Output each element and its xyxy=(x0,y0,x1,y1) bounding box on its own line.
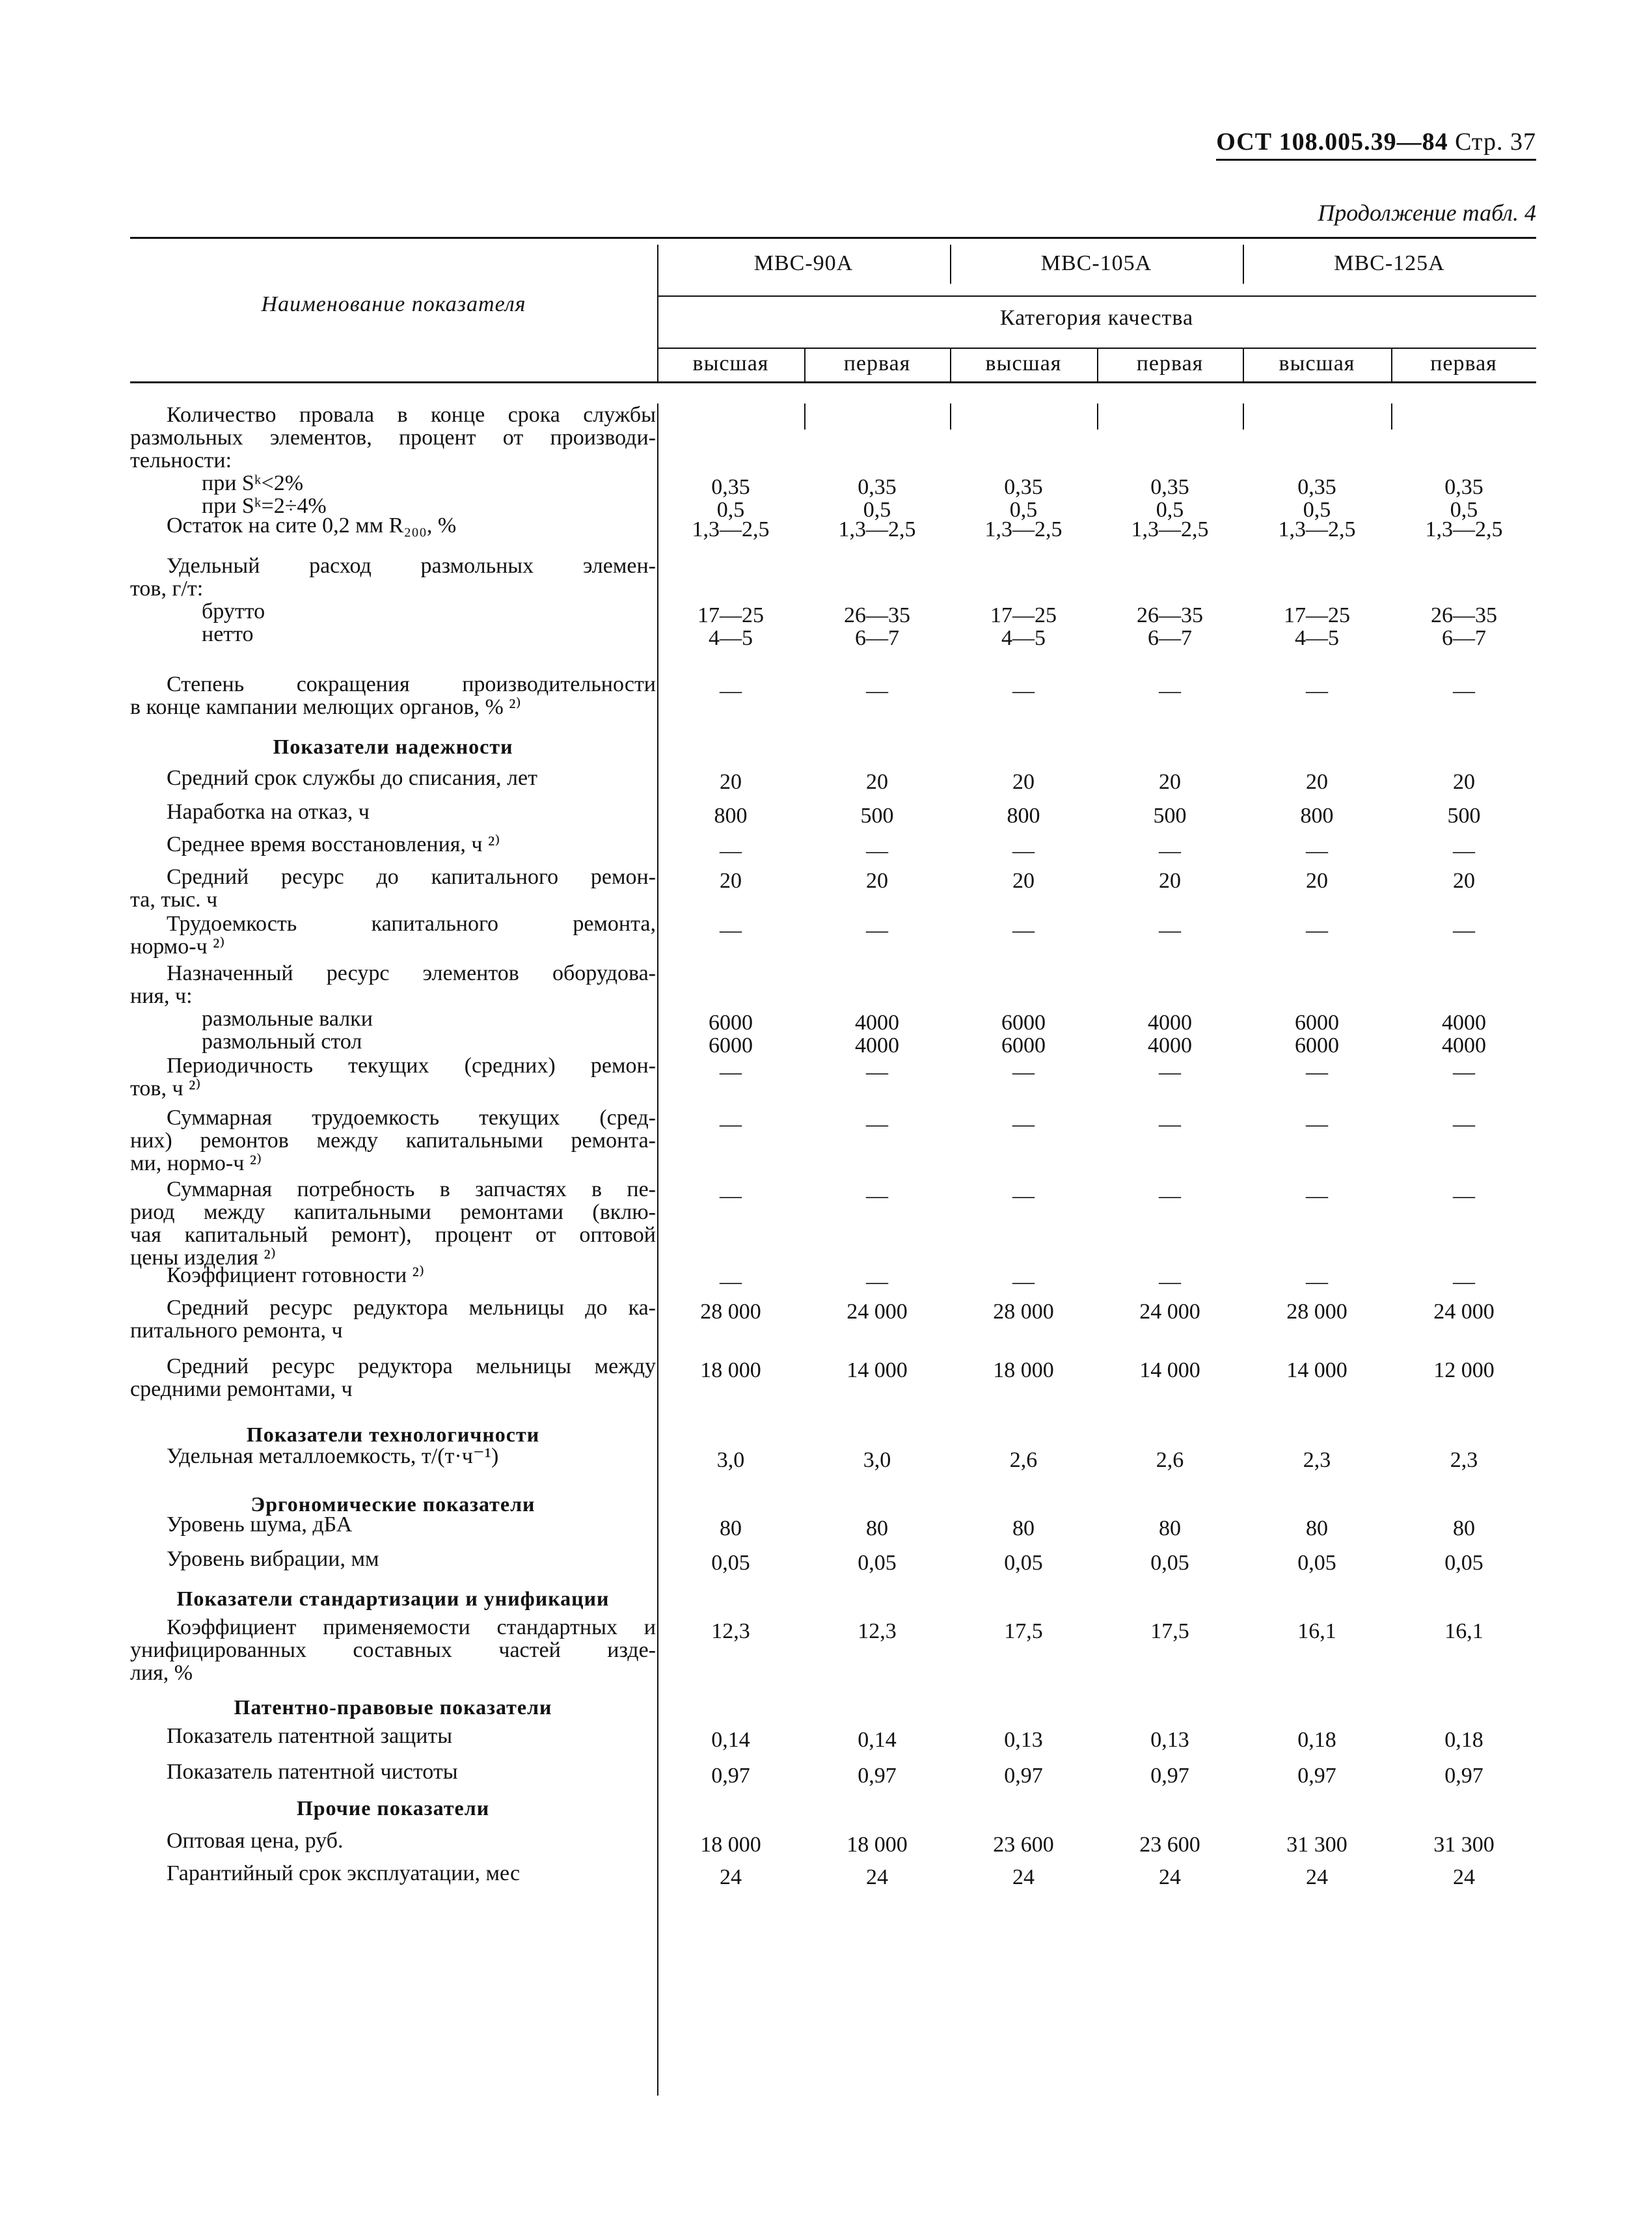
indicator-name-line: Количество провала в конце срока службы xyxy=(167,403,656,427)
indicator-name xyxy=(130,1445,656,1468)
table-cell-value: — xyxy=(1453,1270,1475,1294)
table-cell-value: 80 xyxy=(866,1516,888,1540)
category-header: Категория качества xyxy=(999,306,1194,330)
table-cell-value: 4000 xyxy=(1148,1011,1192,1035)
indicator-name-line: Степень сокращения производительности xyxy=(167,672,656,696)
table-cell-value: — xyxy=(720,1270,742,1294)
table-cell-value: 4—5 xyxy=(709,626,753,650)
table-cell-value: 6—7 xyxy=(1148,626,1192,650)
table-cell-value: — xyxy=(1306,1060,1328,1084)
table-cell-value: 0,05 xyxy=(1150,1551,1189,1575)
table-cell-value: 26—35 xyxy=(844,603,910,627)
table-cell-value: 23 600 xyxy=(1139,1833,1200,1857)
page-number: Стр. 37 xyxy=(1455,128,1536,156)
table-cell-value: 20 xyxy=(1159,770,1181,794)
table-cell-value: 80 xyxy=(1306,1516,1328,1540)
table-cell-value: — xyxy=(720,839,742,863)
indicator-name-line: питального ремонта, ч xyxy=(130,1319,343,1343)
table-cell-value: — xyxy=(1453,918,1475,942)
grade-header: высшая xyxy=(985,351,1062,376)
indicator-name-line: ми, нормо-ч ²⁾ xyxy=(130,1151,262,1175)
grade-header: первая xyxy=(1136,351,1204,376)
table-cell-value: 0,5 xyxy=(716,498,745,522)
table-cell-value: 23 600 xyxy=(993,1833,1054,1857)
indicator-name-line: средними ремонтами, ч xyxy=(130,1377,353,1401)
indicator-name xyxy=(130,912,656,958)
table-cell-value: 20 xyxy=(720,770,742,794)
table-cell-value: 0,05 xyxy=(711,1551,750,1575)
indicator-name-line: в конце кампании мелющих органов, % ²⁾ xyxy=(130,695,521,719)
table-cell-value: 26—35 xyxy=(1137,603,1203,627)
indicator-name-line: Периодичность текущих (средних) ремон- xyxy=(167,1054,656,1078)
table-cell-value: 18 000 xyxy=(700,1833,761,1857)
indicator-name-line: Показатель патентной защиты xyxy=(167,1724,453,1748)
table-cell-value: 0,35 xyxy=(1444,475,1483,499)
table-cell-value: 12,3 xyxy=(711,1619,750,1643)
column-separator xyxy=(950,403,951,430)
table-cell-value: 1,3—2,5 xyxy=(1425,517,1503,541)
model-header-3: МВС-125А xyxy=(1334,251,1445,275)
table-cell-value: — xyxy=(720,918,742,942)
indicator-name xyxy=(130,767,656,789)
table-cell-value: 0,97 xyxy=(858,1764,897,1788)
table-cell-value: 24 000 xyxy=(1139,1300,1200,1324)
table-cell-value: 0,5 xyxy=(1156,498,1184,522)
table-cell-value: 0,35 xyxy=(858,475,897,499)
indicator-name-line: Оптовая цена, руб. xyxy=(167,1829,344,1853)
indicator-name-line: Коэффициент применяемости стандартных и xyxy=(167,1615,656,1639)
indicator-name-line: Назначенный ресурс элементов оборудова- xyxy=(167,961,656,985)
indicator-name-line: Средний срок службы до списания, лет xyxy=(167,766,537,790)
table-cell-value: — xyxy=(720,679,742,703)
section-heading: Прочие показатели xyxy=(296,1796,490,1820)
table-cell-value: — xyxy=(866,679,888,703)
indicator-name-line: тов, ч ²⁾ xyxy=(130,1076,201,1101)
table-cell-value: 0,14 xyxy=(711,1728,750,1752)
table-cell-value: 80 xyxy=(1012,1516,1035,1540)
indicator-name-line: Суммарная потребность в запчастях в пе- xyxy=(167,1177,656,1201)
table-cell-value: 2,3 xyxy=(1303,1448,1331,1472)
table-cell-value: 14 000 xyxy=(1286,1358,1347,1382)
table-cell-value: 6000 xyxy=(1001,1033,1046,1058)
table-cell-value: 0,05 xyxy=(858,1551,897,1575)
table-cell-value: 4000 xyxy=(1442,1033,1486,1058)
section-heading: Показатели надежности xyxy=(273,735,513,758)
section-heading: Показатели технологичности xyxy=(246,1423,540,1446)
table-cell-value: — xyxy=(866,918,888,942)
table-cell-value: 1,3—2,5 xyxy=(692,517,770,541)
grade-header: высшая xyxy=(692,351,769,376)
indicator-name xyxy=(130,1616,656,1684)
table-cell-value: 0,18 xyxy=(1297,1728,1336,1752)
indicator-name-line: размольных элементов, процент от производи- xyxy=(130,426,656,450)
table-cell-value: 800 xyxy=(714,804,748,828)
table-cell-value: 0,5 xyxy=(1303,498,1331,522)
table-cell-value: — xyxy=(1012,839,1035,863)
table-cell-value: 80 xyxy=(1453,1516,1475,1540)
table-cell-value: 6000 xyxy=(1295,1033,1339,1058)
table-cell-value: 18 000 xyxy=(846,1833,908,1857)
page-header xyxy=(1216,128,1536,161)
table-cell-value: 24 000 xyxy=(846,1300,908,1324)
indicator-name-line: унифицированных составных частей изде- xyxy=(130,1638,656,1662)
table-cell-value: 0,97 xyxy=(1004,1764,1043,1788)
table-cell-value: — xyxy=(1159,918,1181,942)
table-cell-value: 20 xyxy=(1012,770,1035,794)
table-cell-value: 18 000 xyxy=(700,1358,761,1382)
table-cell-value: 17—25 xyxy=(990,603,1057,627)
indicator-name-line: Удельная металлоемкость, т/(т·ч⁻¹) xyxy=(167,1444,499,1468)
table-cell-value: 24 xyxy=(1453,1865,1475,1889)
table-cell-value: — xyxy=(1306,918,1328,942)
table-cell-value: 20 xyxy=(866,770,888,794)
table-cell-value: 4—5 xyxy=(1295,626,1339,650)
table-cell-value: — xyxy=(720,1184,742,1208)
table-cell-value: — xyxy=(720,1060,742,1084)
continuation-caption: Продолжение табл. 4 xyxy=(1318,200,1536,226)
table-cell-value: 6000 xyxy=(709,1011,753,1035)
table-cell-value: 0,35 xyxy=(1004,475,1043,499)
table-cell-value: 1,3—2,5 xyxy=(984,517,1063,541)
table-cell-value: 4000 xyxy=(855,1011,899,1035)
table-cell-value: — xyxy=(1306,679,1328,703)
table-cell-value: 6—7 xyxy=(1442,626,1486,650)
indicator-sub-item: размольные валки xyxy=(202,1007,373,1031)
table-cell-value: 16,1 xyxy=(1444,1619,1483,1643)
table-cell-value: 20 xyxy=(1453,770,1475,794)
table-cell-value: 12,3 xyxy=(858,1619,897,1643)
indicator-name-line: риод между капитальными ремонтами (вклю- xyxy=(130,1200,656,1224)
table-cell-value: — xyxy=(1012,1270,1035,1294)
indicator-name xyxy=(130,1054,656,1100)
indicator-name xyxy=(130,1355,656,1401)
indicator-name-line: Удельный расход размольных элемен- xyxy=(167,554,656,578)
table-cell-value: 14 000 xyxy=(846,1358,908,1382)
table-cell-value: 6—7 xyxy=(855,626,899,650)
table-cell-value: 500 xyxy=(1447,804,1481,828)
indicator-name-line: Коэффициент готовности ²⁾ xyxy=(167,1263,425,1287)
table-cell-value: 0,35 xyxy=(1297,475,1336,499)
table-cell-value: — xyxy=(866,1184,888,1208)
table-cell-value: 0,97 xyxy=(1150,1764,1189,1788)
table-cell-value: 0,35 xyxy=(1150,475,1189,499)
table-cell-value: 20 xyxy=(1012,869,1035,893)
table-cell-value: 24 xyxy=(866,1865,888,1889)
indicator-name-line: Наработка на отказ, ч xyxy=(167,800,370,824)
table-cell-value: — xyxy=(1012,679,1035,703)
table-cell-value: — xyxy=(1306,839,1328,863)
table-cell-value: 0,13 xyxy=(1150,1728,1189,1752)
indicator-name-line: тельности: xyxy=(130,448,232,472)
table-cell-value: 6000 xyxy=(1001,1011,1046,1035)
table-cell-value: 1,3—2,5 xyxy=(1131,517,1209,541)
indicator-name xyxy=(130,673,656,718)
model-header-1: МВС-90А xyxy=(753,251,854,275)
grade-header: высшая xyxy=(1279,351,1355,376)
table-cell-value: — xyxy=(1012,1060,1035,1084)
table-cell-value: — xyxy=(1306,1270,1328,1294)
indicator-name xyxy=(130,800,656,823)
table-cell-value: 28 000 xyxy=(1286,1300,1347,1324)
table-cell-value: 6000 xyxy=(709,1033,753,1058)
column-separator xyxy=(1391,403,1392,430)
table-cell-value: 17,5 xyxy=(1150,1619,1189,1643)
table-cell-value: 0,5 xyxy=(863,498,891,522)
table-cell-value: 80 xyxy=(1159,1516,1181,1540)
table-cell-value: 28 000 xyxy=(993,1300,1054,1324)
table-cell-value: — xyxy=(1159,1184,1181,1208)
column-separator xyxy=(1097,403,1098,430)
indicator-name xyxy=(130,1829,656,1852)
table-cell-value: 24 xyxy=(1306,1865,1328,1889)
indicator-name-line: Средний ресурс до капитального ремон- xyxy=(167,865,656,889)
table-cell-value: 0,5 xyxy=(1450,498,1478,522)
indicator-name-line: лия, % xyxy=(130,1661,193,1685)
table-cell-value: 17,5 xyxy=(1004,1619,1043,1643)
name-column-header: Наименование показателя xyxy=(261,292,526,316)
table-cell-value: 2,6 xyxy=(1156,1448,1184,1472)
table-cell-value: 0,97 xyxy=(711,1764,750,1788)
table-cell-value: 26—35 xyxy=(1431,603,1497,627)
indicator-name-line: Гарантийный срок эксплуатации, мес xyxy=(167,1861,521,1885)
table-cell-value: — xyxy=(720,1112,742,1136)
indicator-name-line: Показатель патентной чистоты xyxy=(167,1760,458,1784)
section-heading: Показатели стандартизации и унификации xyxy=(176,1587,610,1610)
table-cell-value: 0,5 xyxy=(1009,498,1038,522)
table-cell-value: 20 xyxy=(1159,869,1181,893)
indicator-name xyxy=(130,962,656,1053)
table-cell-value: 3,0 xyxy=(716,1448,745,1472)
table-cell-value: 18 000 xyxy=(993,1358,1054,1382)
table-cell-value: — xyxy=(1453,1184,1475,1208)
table-cell-value: 20 xyxy=(1306,770,1328,794)
indicator-name xyxy=(130,866,656,911)
indicator-sub-item: брутто xyxy=(202,599,265,623)
table-cell-value: 800 xyxy=(1007,804,1040,828)
table-cell-value: — xyxy=(1453,1060,1475,1084)
indicator-name-line: Средний ресурс редуктора мельницы между xyxy=(167,1354,656,1378)
table-cell-value: — xyxy=(1159,1270,1181,1294)
table-cell-value: 0,05 xyxy=(1004,1551,1043,1575)
indicator-name-line: Трудоемкость капитального ремонта, xyxy=(167,912,656,936)
indicator-name xyxy=(130,403,656,517)
table-cell-value: 0,14 xyxy=(858,1728,897,1752)
table-cell-value: 0,97 xyxy=(1297,1764,1336,1788)
indicator-name xyxy=(130,1513,656,1536)
table-cell-value: 4—5 xyxy=(1001,626,1046,650)
table-cell-value: 17—25 xyxy=(1284,603,1350,627)
table-cell-value: — xyxy=(1012,1184,1035,1208)
indicator-name-line: Уровень шума, дБА xyxy=(167,1512,353,1537)
table-cell-value: 24 xyxy=(720,1865,742,1889)
table-cell-value: — xyxy=(1159,1112,1181,1136)
table-cell-value: 31 300 xyxy=(1433,1833,1495,1857)
table-cell-value: 20 xyxy=(1453,869,1475,893)
indicator-name xyxy=(130,1725,656,1747)
table-cell-value: 4000 xyxy=(1148,1033,1192,1058)
indicator-name-line: Уровень вибрации, мм xyxy=(167,1547,379,1571)
indicator-name-line: цены изделия ²⁾ xyxy=(130,1246,277,1270)
table-cell-value: 3,0 xyxy=(863,1448,891,1472)
table-cell-value: — xyxy=(1159,839,1181,863)
model-header-2: МВС-105А xyxy=(1040,251,1152,275)
table-cell-value: 0,05 xyxy=(1297,1551,1336,1575)
table-cell-value: — xyxy=(1453,679,1475,703)
table-cell-value: 20 xyxy=(720,869,742,893)
indicator-name xyxy=(130,1264,656,1287)
indicator-name-line: Остаток на сите 0,2 мм R₂₀₀, % xyxy=(167,513,457,538)
indicator-name xyxy=(130,554,656,646)
indicator-name xyxy=(130,1296,656,1342)
indicator-name-line: чая капитальный ремонт), процент от оптовой xyxy=(130,1223,656,1247)
table-cell-value: 31 300 xyxy=(1286,1833,1347,1857)
indicator-sub-item: при Sᵏ<2% xyxy=(202,471,304,495)
table-cell-value: 12 000 xyxy=(1433,1358,1495,1382)
table-cell-value: — xyxy=(866,1060,888,1084)
table-cell-value: 1,3—2,5 xyxy=(1278,517,1356,541)
indicator-name-line: них) ремонтов между капитальными ремонта- xyxy=(130,1128,656,1153)
table-cell-value: — xyxy=(866,1270,888,1294)
table-cell-value: 1,3—2,5 xyxy=(838,517,916,541)
indicator-name xyxy=(130,833,656,856)
indicator-name xyxy=(130,1862,656,1885)
grade-header: первая xyxy=(843,351,911,376)
indicator-name-line: тов, г/т: xyxy=(130,577,204,601)
indicator-name-line: Суммарная трудоемкость текущих (сред- xyxy=(167,1106,656,1130)
table-cell-value: 17—25 xyxy=(697,603,764,627)
table-cell-value: 24 000 xyxy=(1433,1300,1495,1324)
table-cell-value: — xyxy=(1159,679,1181,703)
table-cell-value: 4000 xyxy=(855,1033,899,1058)
table-cell-value: 20 xyxy=(866,869,888,893)
indicator-name xyxy=(130,1178,656,1269)
table-cell-value: 800 xyxy=(1300,804,1334,828)
column-separator xyxy=(804,403,806,430)
indicator-name-line: Средний ресурс редуктора мельницы до ка- xyxy=(167,1296,656,1320)
table-cell-value: 500 xyxy=(1153,804,1187,828)
table-cell-value: 0,97 xyxy=(1444,1764,1483,1788)
table-cell-value: — xyxy=(1012,918,1035,942)
table-cell-value: 4000 xyxy=(1442,1011,1486,1035)
indicator-name-line: ния, ч: xyxy=(130,984,193,1008)
table-cell-value: 14 000 xyxy=(1139,1358,1200,1382)
indicator-name xyxy=(130,1548,656,1570)
indicator-name xyxy=(130,1760,656,1783)
doc-number: ОСТ 108.005.39—84 xyxy=(1216,128,1448,156)
section-heading: Эргономические показатели xyxy=(251,1492,535,1516)
table-cell-value: 28 000 xyxy=(700,1300,761,1324)
table-cell-value: 20 xyxy=(1306,869,1328,893)
table-cell-value: 0,05 xyxy=(1444,1551,1483,1575)
table-cell-value: 24 xyxy=(1012,1865,1035,1889)
table-cell-value: — xyxy=(866,1112,888,1136)
indicator-sub-item: размольный стол xyxy=(202,1030,362,1054)
table-cell-value: 2,3 xyxy=(1450,1448,1478,1472)
grade-header: первая xyxy=(1430,351,1497,376)
table-cell-value: — xyxy=(1306,1184,1328,1208)
table-cell-value: 16,1 xyxy=(1297,1619,1336,1643)
table-head-rule xyxy=(130,381,1536,383)
table-cell-value: 0,13 xyxy=(1004,1728,1043,1752)
table-cell-value: — xyxy=(1012,1112,1035,1136)
section-heading: Патентно-правовые показатели xyxy=(234,1695,552,1719)
table-cell-value: 80 xyxy=(720,1516,742,1540)
indicator-name-line: нормо-ч ²⁾ xyxy=(130,935,225,959)
table-cell-value: — xyxy=(1453,1112,1475,1136)
indicator-sub-item: нетто xyxy=(202,622,254,646)
table-cell-value: 0,35 xyxy=(711,475,750,499)
table-cell-value: 2,6 xyxy=(1009,1448,1038,1472)
table-top-rule xyxy=(130,237,1536,239)
table-cell-value: 500 xyxy=(860,804,894,828)
indicator-sub-item: при Sᵏ=2÷4% xyxy=(202,494,327,518)
indicator-name xyxy=(130,514,656,537)
table-cell-value: — xyxy=(1159,1060,1181,1084)
indicator-name-line: Среднее время восстановления, ч ²⁾ xyxy=(167,832,500,856)
indicator-name xyxy=(130,1106,656,1175)
table-cell-value: — xyxy=(1306,1112,1328,1136)
table-cell-value: — xyxy=(866,839,888,863)
table-cell-value: 6000 xyxy=(1295,1011,1339,1035)
table-cell-value: 0,18 xyxy=(1444,1728,1483,1752)
table-cell-value: — xyxy=(1453,839,1475,863)
table-cell-value: 24 xyxy=(1159,1865,1181,1889)
column-separator xyxy=(1243,403,1244,430)
indicator-name-line: та, тыс. ч xyxy=(130,888,218,912)
